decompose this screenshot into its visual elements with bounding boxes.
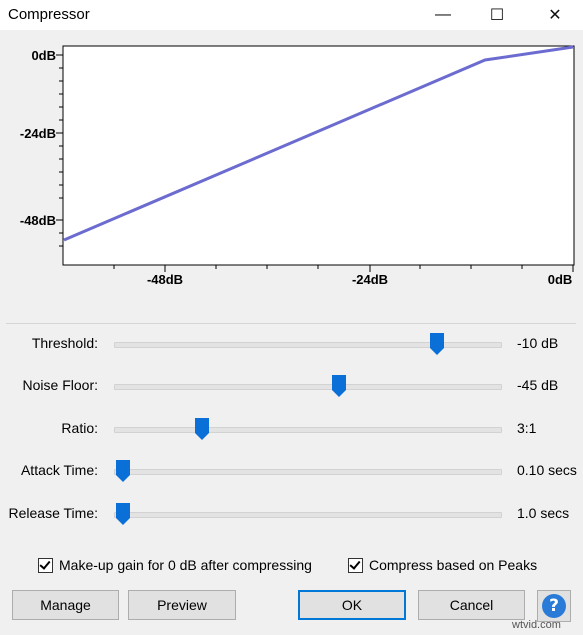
ratio-slider-thumb[interactable] <box>195 418 209 440</box>
release-time-slider-thumb[interactable] <box>116 503 130 525</box>
help-button[interactable] <box>537 590 571 622</box>
compress-peaks-option[interactable] <box>348 555 537 575</box>
close-icon: ✕ <box>548 7 562 24</box>
help-icon: ? <box>542 594 566 618</box>
makeup-gain-checkbox[interactable] <box>38 558 53 573</box>
ratio-label: Ratio: <box>61 420 98 436</box>
window-title: Compressor <box>8 6 90 23</box>
maximize-button[interactable] <box>474 0 520 30</box>
x-tick-label: 0dB <box>547 272 573 287</box>
threshold-label: Threshold: <box>31 335 98 351</box>
attack-time-row <box>0 456 583 486</box>
ok-button[interactable]: OK <box>298 590 406 620</box>
ratio-row <box>0 414 583 444</box>
threshold-row <box>0 329 583 359</box>
release-time-slider[interactable] <box>114 512 502 518</box>
release-time-label: Release Time: <box>8 505 98 521</box>
close-button[interactable] <box>532 0 578 30</box>
y-tick-label: -24dB <box>19 126 56 141</box>
noise-floor-slider[interactable] <box>114 384 502 390</box>
title-bar <box>0 0 583 30</box>
y-axis <box>20 48 63 246</box>
attack-time-slider-thumb[interactable] <box>116 460 130 482</box>
manage-button[interactable]: Manage <box>12 590 119 620</box>
x-axis <box>114 265 573 287</box>
attack-time-label: Attack Time: <box>20 462 98 478</box>
minimize-button[interactable] <box>420 0 466 30</box>
preview-button[interactable]: Preview <box>128 590 236 620</box>
plot-frame <box>63 46 574 265</box>
y-tick-label: -48dB <box>19 213 56 228</box>
noise-floor-row <box>0 371 583 401</box>
threshold-slider-thumb[interactable] <box>430 333 444 355</box>
noise-floor-value: -45 dB <box>517 377 559 393</box>
section-divider <box>6 323 576 324</box>
noise-floor-label: Noise Floor: <box>22 377 98 393</box>
cancel-button[interactable]: Cancel <box>418 590 525 620</box>
makeup-gain-label: Make-up gain for 0 dB after compressing <box>59 557 312 573</box>
attack-time-value: 0.10 secs <box>517 462 577 478</box>
release-time-row <box>0 499 583 529</box>
x-tick-label: -48dB <box>146 272 184 287</box>
compress-peaks-label: Compress based on Peaks <box>369 557 538 573</box>
attack-time-slider[interactable] <box>114 469 502 475</box>
compress-peaks-checkbox[interactable] <box>348 558 363 573</box>
makeup-gain-option[interactable] <box>38 555 312 575</box>
threshold-value: -10 dB <box>517 335 559 351</box>
ratio-slider[interactable] <box>114 427 502 433</box>
ratio-value: 3:1 <box>517 420 537 436</box>
minimize-icon: — <box>435 6 451 23</box>
x-tick-label: -24dB <box>351 272 389 287</box>
curve-plot <box>0 30 583 315</box>
y-tick-label: 0dB <box>31 48 56 63</box>
maximize-icon: ☐ <box>489 7 505 24</box>
compression-curve-graph <box>0 30 583 315</box>
release-time-value: 1.0 secs <box>517 505 570 521</box>
watermark: wtvid.com <box>512 619 561 631</box>
noise-floor-slider-thumb[interactable] <box>332 375 346 397</box>
